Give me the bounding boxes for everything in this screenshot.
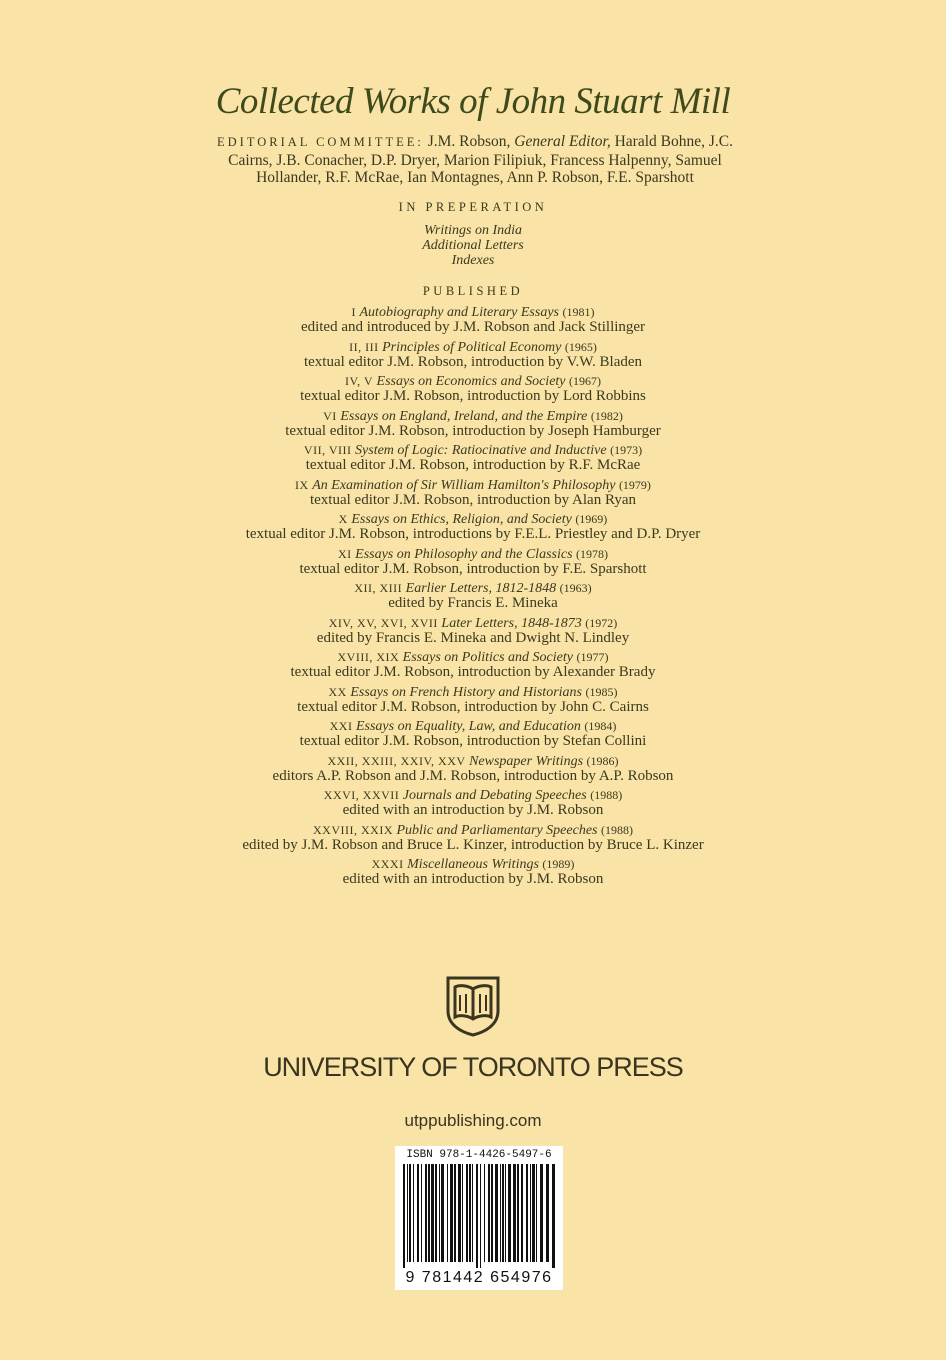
barcode-bar: [521, 1164, 523, 1262]
barcode-bar: [476, 1164, 478, 1268]
volume-entry: [0, 512, 946, 543]
volume-number: I: [351, 305, 356, 319]
volume-entry: [0, 857, 946, 888]
volume-title: Essays on Politics and Society: [402, 650, 573, 665]
volume-heading: [0, 685, 946, 700]
barcode-bar: [484, 1164, 485, 1262]
barcode-bar: [495, 1164, 498, 1262]
volume-entry: [0, 409, 946, 440]
volume-heading: [0, 547, 946, 562]
volume-title: Journals and Debating Speeches: [402, 788, 587, 803]
volume-year: (1981): [562, 305, 595, 319]
volume-entry: [0, 478, 946, 509]
volume-title: Essays on Ethics, Religion, and Society: [351, 512, 572, 527]
barcode-bar: [417, 1164, 419, 1262]
barcode-bars: [401, 1164, 557, 1268]
barcode-bar: [407, 1164, 408, 1262]
volume-heading: [0, 719, 946, 734]
committee-members: Harald Bohne, J.C. Cairns, J.B. Conacher, D.P. Dryer, Marion Filipiuk, Francess Halpenny, Samuel Hollander, R.F. McRae, Ian Montagnes, Ann P. Robson, F.E. Sparshott: [228, 133, 733, 186]
volume-title: Essays on Economics and Society: [376, 374, 566, 389]
barcode-bar: [403, 1164, 405, 1268]
volume-editors: textual editor J.M. Robson, introductions by F.E.L. Priestley and D.P. Dryer: [245, 526, 701, 542]
volume-heading: [0, 305, 946, 320]
volume-year: (1979): [618, 477, 651, 492]
volume-number: XXVI, XXVII: [323, 788, 400, 802]
volume-entry: [0, 443, 946, 474]
volume-title: Earlier Letters, 1812-1848: [405, 581, 557, 596]
volume-title: Miscellaneous Writings: [407, 857, 539, 872]
editorial-committee: [210, 133, 740, 187]
volume-heading: [0, 340, 946, 355]
committee-label: EDITORIAL COMMITTEE:: [217, 135, 424, 149]
barcode-bar: [502, 1164, 504, 1262]
volume-number: IV, V: [344, 374, 374, 388]
barcode-bar: [469, 1164, 471, 1262]
barcode-bar: [526, 1164, 528, 1262]
volume-title: Later Letters, 1848-1873: [441, 615, 582, 631]
barcode-bar: [552, 1164, 555, 1268]
publisher-name: UNIVERSITY OF TORONTO PRESS: [263, 1052, 683, 1082]
volume-entry: [0, 685, 946, 716]
in-preparation-list: [0, 223, 946, 268]
volume-year: (1967): [569, 374, 602, 388]
volume-number: VII, VIII: [303, 443, 352, 457]
isbn-number: ISBN 978-1-4426-5497-6: [406, 1149, 552, 1161]
volume-title: Public and Parliamentary Speeches: [396, 822, 598, 838]
volume-heading: [0, 478, 946, 493]
book-shield-icon: [445, 975, 501, 1037]
barcode-bar: [540, 1164, 543, 1262]
volume-editors: edited with an introduction by J.M. Robson: [342, 871, 604, 887]
barcode-bar: [513, 1164, 516, 1262]
volume-entry: [0, 305, 946, 336]
volume-title: Principles of Political Economy: [382, 339, 562, 355]
volume-editors: edited by Francis E. Mineka: [388, 595, 558, 611]
volume-number: IX: [295, 477, 309, 492]
volume-editors: textual editor J.M. Robson, introduction by Alexander Brady: [290, 664, 656, 680]
volume-heading: [0, 443, 946, 458]
volume-year: (1965): [564, 339, 597, 354]
list-item: Writings on India: [423, 223, 522, 238]
volume-title: Newspaper Writings: [469, 753, 584, 769]
volume-year: (1985): [585, 684, 618, 699]
barcode-bar: [536, 1164, 537, 1262]
barcode-bar: [517, 1164, 519, 1262]
volume-heading: [0, 857, 946, 872]
volume-heading: [0, 512, 946, 527]
volume-title: Essays on Philosophy and the Classics: [355, 546, 573, 562]
volume-heading: [0, 581, 946, 596]
volume-editors: textual editor J.M. Robson, introduction by Lord Robbins: [300, 388, 646, 404]
volume-editors: textual editor J.M. Robson, introduction by Alan Ryan: [309, 491, 637, 508]
barcode: [395, 1146, 563, 1290]
volume-editors: textual editor J.M. Robson, introduction by Stefan Collini: [299, 733, 647, 749]
volume-editors: edited with an introduction by J.M. Robson: [342, 802, 604, 818]
volume-heading: [0, 374, 946, 389]
volume-year: (1986): [586, 753, 619, 768]
volume-entry: [0, 581, 946, 612]
volume-year: (1972): [585, 615, 618, 630]
volume-heading: [0, 409, 946, 424]
barcode-bar: [439, 1164, 440, 1262]
volume-heading: [0, 823, 946, 838]
barcode-bar: [466, 1164, 468, 1262]
volume-entry: [0, 823, 946, 854]
volume-title: Essays on French History and Historians: [350, 684, 582, 700]
volume-title: Essays on Equality, Law, and Education: [355, 719, 581, 734]
barcode-bar: [491, 1164, 493, 1262]
barcode-bar: [454, 1164, 456, 1262]
volume-title: System of Logic: Ratiocinative and Inductive: [355, 443, 607, 458]
volume-title: Essays on England, Ireland, and the Empire: [340, 408, 588, 424]
volume-editors: textual editor J.M. Robson, introduction by John C. Cairns: [297, 698, 649, 715]
volume-entry: [0, 788, 946, 819]
volume-number: XXII, XXIII, XXIV, XXV: [327, 753, 466, 768]
volume-editors: textual editor J.M. Robson, introduction by F.E. Sparshott: [299, 560, 647, 577]
volume-editors: edited and introduced by J.M. Robson and Jack Stillinger: [300, 319, 646, 335]
volume-entry: [0, 616, 946, 647]
volume-heading: [0, 788, 946, 803]
volume-number: VI: [323, 408, 337, 423]
volume-number: XXI: [329, 719, 353, 733]
list-item: Indexes: [451, 253, 495, 268]
volume-year: (1984): [584, 719, 617, 733]
barcode-bar: [472, 1164, 473, 1262]
barcode-bar: [413, 1164, 414, 1262]
volume-editors: textual editor J.M. Robson, introduction by Joseph Hamburger: [285, 422, 661, 439]
volume-number: II, III: [349, 339, 379, 354]
barcode-bar: [488, 1164, 490, 1262]
barcode-bar: [425, 1164, 427, 1262]
volume-year: (1978): [576, 546, 609, 561]
barcode-bar: [462, 1164, 463, 1262]
volume-heading: [0, 754, 946, 769]
list-item: Additional Letters: [422, 238, 524, 253]
volume-year: (1989): [542, 857, 575, 871]
volume-number: XXXI: [371, 857, 404, 871]
barcode-bar: [441, 1164, 444, 1262]
volume-entry: [0, 754, 946, 785]
volume-number: XIV, XV, XVI, XVII: [328, 615, 438, 630]
volume-year: (1963): [559, 581, 592, 595]
volume-year: (1977): [576, 650, 609, 664]
volume-editors: textual editor J.M. Robson, introduction by V.W. Bladen: [303, 353, 643, 370]
volume-editors: textual editor J.M. Robson, introduction by R.F. McRae: [305, 457, 641, 473]
volume-heading: [0, 616, 946, 631]
ean-number: 9 781442 654976: [405, 1269, 553, 1286]
barcode-bar: [458, 1164, 461, 1262]
published-label: PUBLISHED: [422, 284, 524, 298]
volume-entry: [0, 650, 946, 681]
general-editor-role: General Editor,: [514, 133, 611, 150]
volume-number: XVIII, XIX: [337, 650, 400, 664]
volume-number: XII, XIII: [354, 581, 403, 595]
barcode-bar: [409, 1164, 411, 1262]
volume-number: XXVIII, XXIX: [313, 822, 393, 837]
volume-year: (1988): [590, 788, 623, 802]
volume-entry: [0, 374, 946, 405]
volume-title: An Examination of Sir William Hamilton's Philosophy: [312, 477, 616, 493]
volume-year: (1982): [590, 408, 623, 423]
barcode-bar: [421, 1164, 422, 1262]
volume-year: (1988): [601, 822, 633, 837]
volume-editors: edited by J.M. Robson and Bruce L. Kinzer, introduction by Bruce L. Kinzer: [242, 836, 704, 853]
publisher-url[interactable]: utppublishing.com: [404, 1111, 542, 1130]
volume-entry: [0, 340, 946, 371]
barcode-bar: [500, 1164, 501, 1262]
barcode-bar: [505, 1164, 506, 1262]
barcode-bar: [450, 1164, 453, 1262]
barcode-bar: [431, 1164, 434, 1262]
volume-editors: edited by Francis E. Mineka and Dwight N. Lindley: [316, 629, 630, 646]
volume-number: XI: [337, 546, 352, 561]
in-preparation-label: IN PREPERATION: [398, 200, 548, 214]
barcode-bar: [546, 1164, 549, 1262]
barcode-bar: [428, 1164, 430, 1262]
volume-number: XX: [328, 684, 347, 699]
barcode-bar: [530, 1164, 531, 1262]
volume-entry: [0, 547, 946, 578]
volume-year: (1969): [575, 512, 608, 526]
barcode-bar: [532, 1164, 535, 1262]
volume-editors: editors A.P. Robson and J.M. Robson, introduction by A.P. Robson: [272, 767, 674, 784]
barcode-bar: [447, 1164, 448, 1262]
published-list: [0, 305, 946, 892]
volume-entry: [0, 719, 946, 750]
volume-number: X: [338, 512, 348, 526]
volume-year: (1973): [610, 443, 643, 457]
committee-general-editor-name: J.M. Robson,: [427, 133, 515, 150]
barcode-bar: [435, 1164, 437, 1262]
barcode-bar: [508, 1164, 511, 1262]
volume-heading: [0, 650, 946, 665]
barcode-bar: [480, 1164, 481, 1268]
series-title: Collected Works of John Stuart Mill: [215, 81, 731, 122]
volume-title: Autobiography and Literary Essays: [359, 305, 559, 320]
